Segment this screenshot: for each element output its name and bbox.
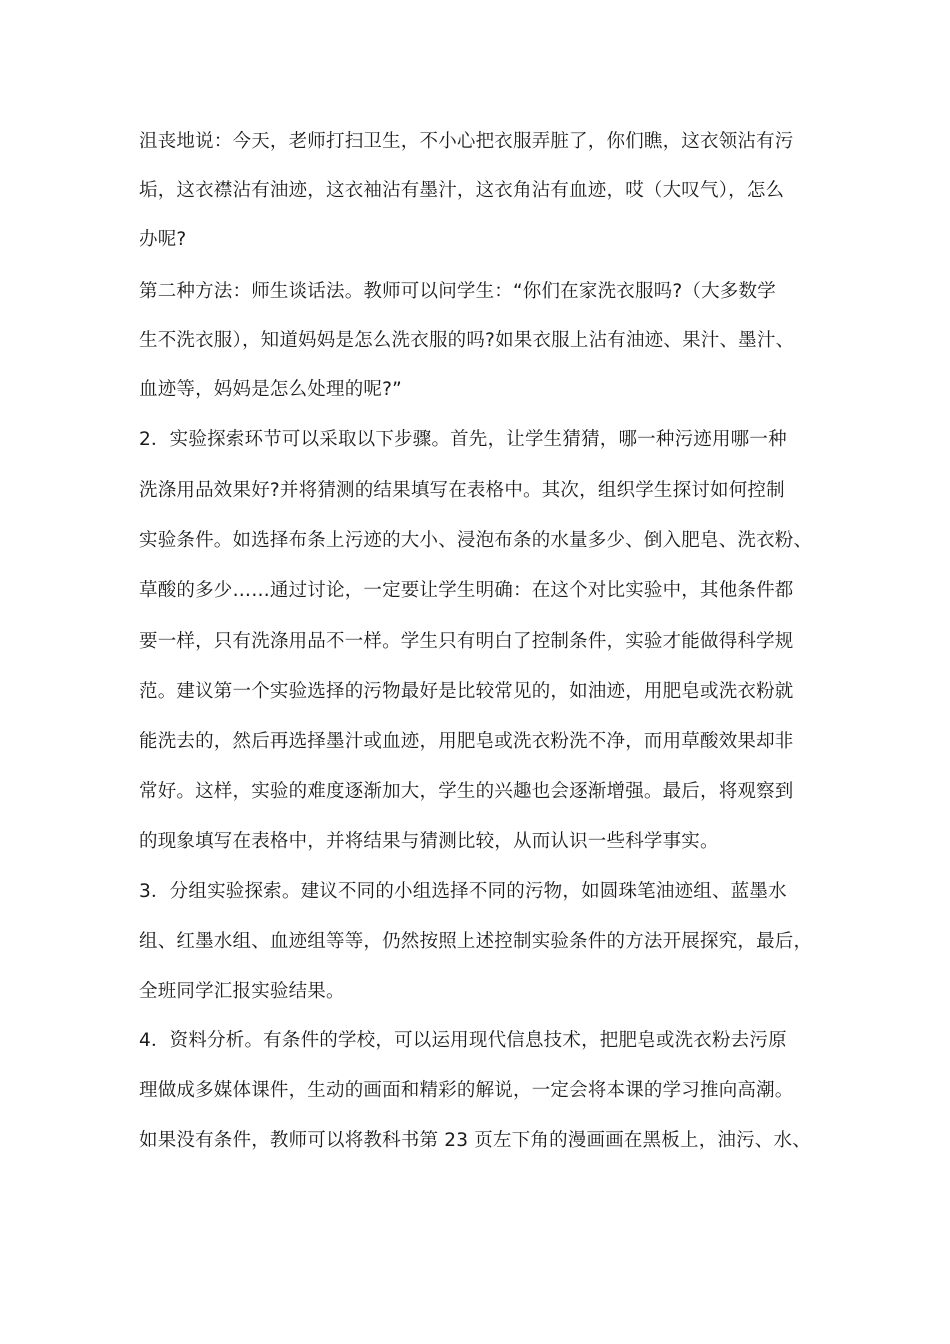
- text-line: 如果没有条件，教师可以将教科书第 23 页左下角的漫画画在黑板上，油污、水、: [139, 1130, 811, 1151]
- text-line: 4．资料分析。有条件的学校，可以运用现代信息技术，把肥皂或洗衣粉去污原: [139, 1030, 787, 1051]
- text-line: 草酸的多少……通过讨论，一定要让学生明确：在这个对比实验中，其他条件都: [139, 580, 794, 601]
- text-line: 理做成多媒体课件，生动的画面和精彩的解说，一定会将本课的学习推向高潮。: [139, 1080, 794, 1101]
- text-line: 垢，这衣襟沾有油迹，这衣袖沾有墨汁，这衣角沾有血迹，哎（大叹气），怎么: [139, 180, 785, 201]
- text-line: 办呢?: [139, 229, 187, 250]
- text-line: 全班同学汇报实验结果。: [139, 981, 345, 1002]
- text-line: 洗涤用品效果好?并将猜测的结果填写在表格中。其次，组织学生探讨如何控制: [139, 480, 785, 501]
- text-line: 能洗去的，然后再选择墨汁或血迹，用肥皂或洗衣粉洗不净，而用草酸效果却非: [139, 731, 794, 752]
- text-line: 要一样，只有洗涤用品不一样。学生只有明白了控制条件，实验才能做得科学规: [139, 631, 794, 652]
- text-line: 2．实验探索环节可以采取以下步骤。首先，让学生猜猜，哪一种污迹用哪一种: [139, 429, 787, 450]
- text-line: 血迹等，妈妈是怎么处理的呢?”: [139, 379, 402, 400]
- text-line: 实验条件。如选择布条上污迹的大小、浸泡布条的水量多少、倒入肥皂、洗衣粉、: [139, 530, 813, 551]
- text-line: 的现象填写在表格中，并将结果与猜测比较，从而认识一些科学事实。: [139, 831, 719, 852]
- text-line: 生不洗衣服），知道妈妈是怎么洗衣服的吗?如果衣服上沾有油迹、果汁、墨汁、: [139, 330, 795, 351]
- text-line: 范。建议第一个实验选择的污物最好是比较常见的，如油迹，用肥皂或洗衣粉就: [139, 681, 794, 702]
- text-line: 3．分组实验探索。建议不同的小组选择不同的污物，如圆珠笔油迹组、蓝墨水: [139, 881, 787, 902]
- text-line: 第二种方法：师生谈话法。教师可以问学生：“你们在家洗衣服吗?（大多数学: [139, 281, 776, 302]
- text-line: 沮丧地说：今天，老师打扫卫生，不小心把衣服弄脏了，你们瞧，这衣领沾有污: [139, 131, 794, 152]
- text-line: 常好。这样，实验的难度逐渐加大，学生的兴趣也会逐渐增强。最后，将观察到: [139, 781, 794, 802]
- text-line: 组、红墨水组、血迹组等等，仍然按照上述控制实验条件的方法开展探究，最后，: [139, 931, 813, 952]
